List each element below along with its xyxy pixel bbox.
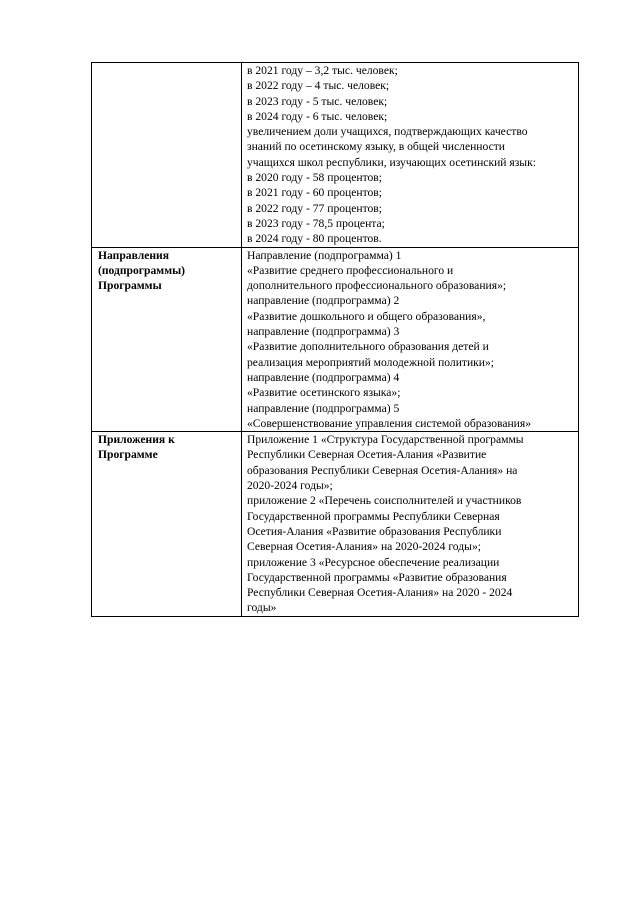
row-value-line: Государственной программы «Развитие образования xyxy=(247,570,507,584)
row-value-line: Осетия-Алания «Развитие образования Республики xyxy=(247,524,502,538)
table-row-appendices xyxy=(92,432,579,617)
row-value-line: в 2020 году - 58 процентов; xyxy=(247,171,382,185)
row-value-line: Северная Осетия-Алания» на 2020-2024 годы»; xyxy=(247,540,481,554)
row-value-line: приложение 2 «Перечень соисполнителей и участников xyxy=(247,494,522,508)
row-value-line: в 2021 году - 60 процентов; xyxy=(247,186,382,200)
row-value-line: в 2022 году – 4 тыс. человек; xyxy=(247,79,390,93)
row-value-line: приложение 3 «Ресурсное обеспечение реализации xyxy=(247,555,500,569)
row-label-line: (подпрограммы) xyxy=(98,263,186,277)
row-value-line: в 2021 году – 3,2 тыс. человек; xyxy=(247,64,398,77)
row-value-line: «Развитие дополнительного образования детей и xyxy=(247,340,489,354)
row-value-line: Республики Северная Осетия-Алания» на 2020 - 2024 xyxy=(247,586,513,600)
program-passport-table xyxy=(91,62,579,617)
row-value-line: дополнительного профессионального образования»; xyxy=(247,279,507,293)
row-value-line: знаний по осетинскому языку, в общей численности xyxy=(247,140,506,154)
row-value-line: «Совершенствование управления системой образования» xyxy=(247,416,532,430)
row-value-line: Приложение 1 «Структура Государственной программы xyxy=(247,433,524,447)
row-value-cell xyxy=(242,247,579,432)
row-label-line: Программы xyxy=(98,279,162,293)
row-value-line: в 2024 году - 80 процентов. xyxy=(247,232,382,246)
row-value-line: направление (подпрограмма) 2 xyxy=(247,294,400,308)
row-value-line: Государственной программы Республики Северная xyxy=(247,509,500,523)
row-label-line: Программе xyxy=(98,448,158,462)
row-value-line: 2020-2024 годы»; xyxy=(247,479,333,493)
row-value-line: в 2022 году - 77 процентов; xyxy=(247,201,382,215)
row-value-line: Направление (подпрограмма) 1 xyxy=(247,248,402,262)
row-value-line: реализация мероприятий молодежной политики»; xyxy=(247,355,495,369)
row-value-line: в 2024 году - 6 тыс. человек; xyxy=(247,109,388,123)
row-value-line: «Развитие дошкольного и общего образования», xyxy=(247,309,486,323)
row-value-line: направление (подпрограмма) 4 xyxy=(247,370,400,384)
table-row-targets xyxy=(92,63,579,248)
row-value-line: образования Республики Северная Осетия-Алания» на xyxy=(247,463,518,477)
row-value-line: учащихся школ республики, изучающих осетинский язык: xyxy=(247,155,536,169)
row-value-cell xyxy=(242,63,579,248)
row-value-line: в 2023 году - 78,5 процента; xyxy=(247,216,385,230)
row-label-line: Направления xyxy=(98,248,169,262)
row-value-line: Республики Северная Осетия-Алания «Развитие xyxy=(247,448,487,462)
row-value-line: увеличением доли учащихся, подтверждающих качество xyxy=(247,125,528,139)
table-row-directions xyxy=(92,247,579,432)
row-value-cell xyxy=(242,432,579,617)
row-value-line: направление (подпрограмма) 3 xyxy=(247,325,400,339)
row-label-line: Приложения к xyxy=(98,433,175,447)
row-label-cell xyxy=(92,63,242,248)
row-label-cell xyxy=(92,432,242,617)
row-value-line: в 2023 году - 5 тыс. человек; xyxy=(247,94,388,108)
row-value-line: годы» xyxy=(247,601,277,615)
row-value-line: направление (подпрограмма) 5 xyxy=(247,401,400,415)
row-value-line: «Развитие осетинского языка»; xyxy=(247,386,401,400)
row-value-line: «Развитие среднего профессионального и xyxy=(247,263,454,277)
row-label-cell xyxy=(92,247,242,432)
